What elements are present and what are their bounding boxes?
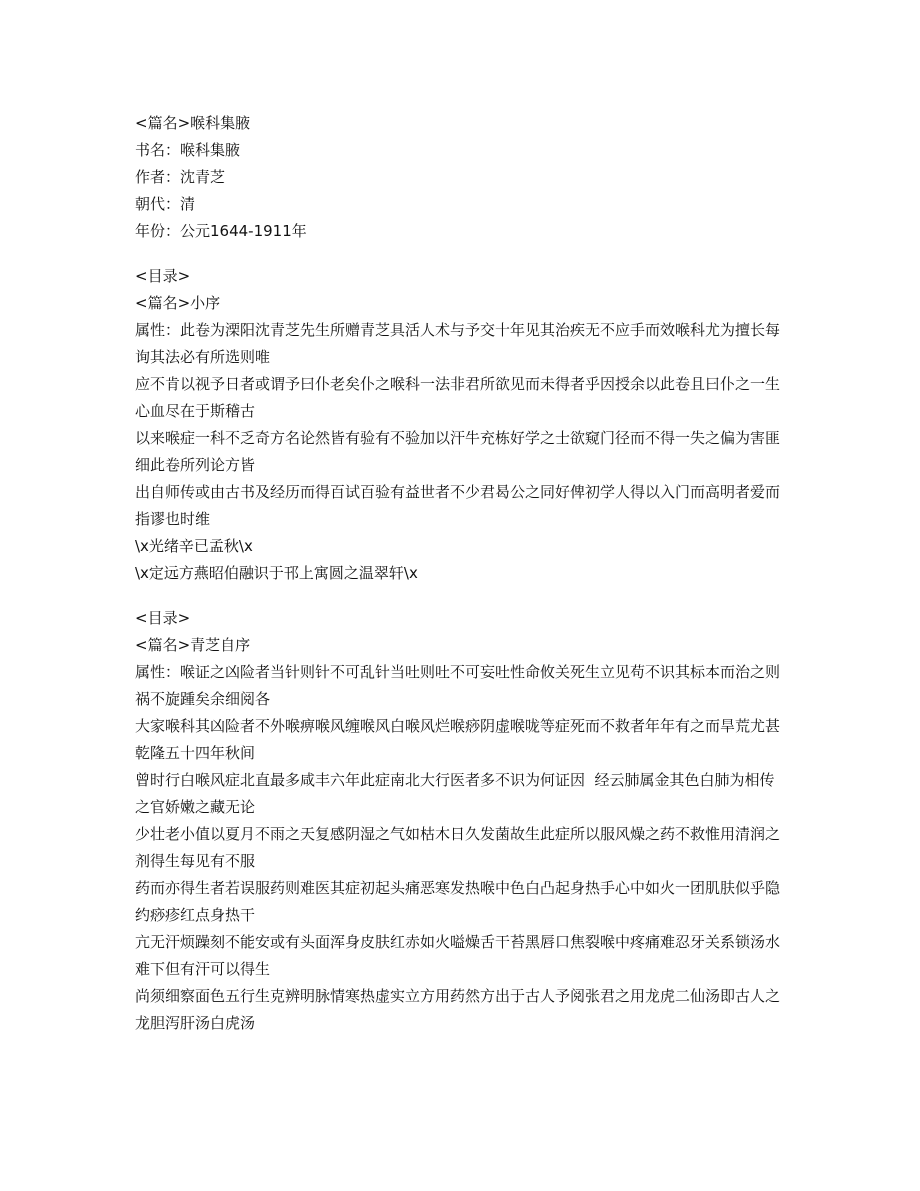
section2-line: 少壮老小值以夏月不雨之天复感阴湿之气如枯木日久发菌故生此症所以服风燥之药不救惟用清润之剂得生每见有不服 bbox=[135, 825, 781, 870]
section1-line: 出自师传或由古书及经历而得百试百验有益世者不少君曷公之同好俾初学人得以入门而高明者爱而指谬也时维 bbox=[135, 483, 781, 528]
header-chao-dai: 朝代：清 bbox=[135, 195, 196, 213]
header-nian-fen: 年份：公元1644-1911年 bbox=[135, 222, 307, 240]
section2-line: 大家喉科其凶险者不外喉痹喉风缠喉风白喉风烂喉痧阴虚喉咙等症死而不救者年年有之而旱荒尤甚乾隆五十四年秋间 bbox=[135, 717, 781, 762]
section2-mulu: <目录> bbox=[135, 609, 191, 627]
section2-line: 曾时行白喉风症北直最多咸丰六年此症南北大行医者多不识为何证因 经云肺属金其色白肺为相传之官娇嫩之藏无论 bbox=[135, 771, 775, 816]
document-page bbox=[135, 110, 785, 1037]
header-pian-ming: <篇名>喉科集腋 bbox=[135, 114, 251, 132]
spacer bbox=[135, 587, 785, 605]
section2-line: 亢无汗烦躁刻不能安或有头面浑身皮肤红赤如火嗌燥舌干苔黑唇口焦裂喉中疼痛难忍牙关系锁汤水难下但有汗可以得生 bbox=[135, 933, 781, 978]
section1-line: 以来喉症一科不乏奇方名论然皆有验有不验加以汗牛充栋好学之士欲窥门径而不得一失之偏为害匪细此卷所列论方皆 bbox=[135, 429, 781, 474]
section1-mulu: <目录> bbox=[135, 267, 191, 285]
section1-line: \x光绪辛已孟秋\x bbox=[135, 537, 253, 555]
section1-pian-ming: <篇名>小序 bbox=[135, 294, 221, 312]
section2-line: 属性：喉证之凶险者当针则针不可乱针当吐则吐不可妄吐性命攸关死生立见苟不识其标本而治之则祸不旋踵矣余细阅各 bbox=[135, 663, 781, 708]
section1-line: \x定远方燕昭伯融识于邗上寓圆之温翠轩\x bbox=[135, 564, 418, 582]
section1-line: 属性：此卷为溧阳沈青芝先生所赠青芝具活人术与予交十年见其治疾无不应手而效喉科尤为擅长每询其法必有所选则唯 bbox=[135, 321, 781, 366]
section1-line: 应不肯以视予日者或谓予曰仆老矣仆之喉科一法非君所欲见而未得者乎因授余以此卷且曰仆之一生心血尽在于斯稽古 bbox=[135, 375, 781, 420]
spacer bbox=[135, 245, 785, 263]
section2-line: 药而亦得生者若误服药则难医其症初起头痛恶寒发热喉中色白凸起身热手心中如火一团肌肤似乎隐约痧疹红点身热干 bbox=[135, 879, 781, 924]
section2-pian-ming: <篇名>青芝自序 bbox=[135, 636, 251, 654]
header-zuo-zhe: 作者：沈青芝 bbox=[135, 168, 226, 186]
section2-line: 尚须细察面色五行生克辨明脉情寒热虚实立方用药然方出于古人予阅张君之用龙虎二仙汤即古人之龙胆泻肝汤白虎汤 bbox=[135, 987, 781, 1032]
header-shu-ming: 书名：喉科集腋 bbox=[135, 141, 241, 159]
